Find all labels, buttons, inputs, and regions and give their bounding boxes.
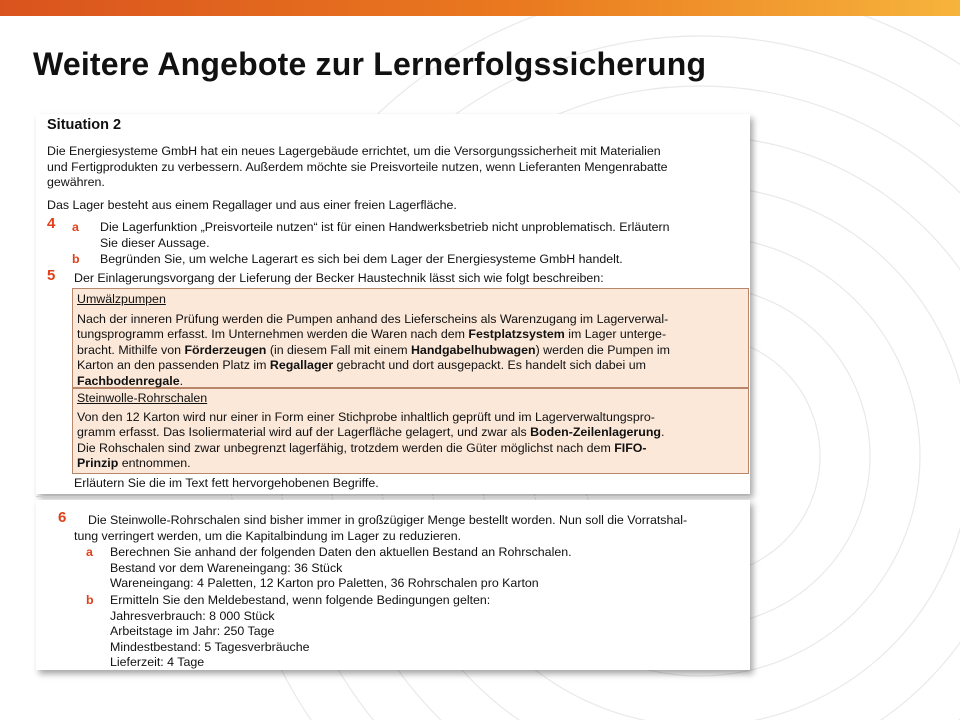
document-excerpt-situation-2 bbox=[36, 114, 750, 494]
task-6a-letter: a bbox=[86, 545, 93, 559]
bold-term: Boden-Zeilenlagerung bbox=[530, 425, 661, 439]
task-6-intro-cont: tung verringert werden, um die Kapitalbindung im Lager zu reduzieren. bbox=[74, 529, 462, 543]
task-line: Die Steinwolle-Rohrschalen sind bisher immer in großzügiger Menge bestellt worden. Nun soll die Vorratshal- bbox=[88, 513, 688, 527]
task-4-number: 4 bbox=[47, 215, 56, 232]
task-line: Berechnen Sie anhand der folgenden Daten den aktuellen Bestand an Rohrschalen. bbox=[110, 545, 572, 559]
bold-term: Regallager bbox=[269, 358, 334, 372]
task-line: Arbeitstage im Jahr: 250 Tage bbox=[110, 624, 275, 638]
bold-term: Förderzeugen bbox=[184, 342, 267, 357]
task-6b-letter: b bbox=[86, 593, 94, 607]
task-line: Die Lagerfunktion „Preisvorteile nutzen“ ist für einen Handwerksbetrieb nicht unproblematisch. Erläutern bbox=[100, 220, 670, 234]
box-line: Die Rohschalen sind zwar unbegrenzt lagerfähig, trotzdem werden die Güter möglichst nach dem FIFO- bbox=[77, 440, 647, 455]
intro-line: Die Energiesysteme GmbH hat ein neues Lagergebäude errichtet, um die Versorgungssicherheit mit Materialien bbox=[47, 144, 661, 158]
box-heading: Steinwolle-Rohrschalen bbox=[77, 391, 208, 405]
task-line: Mindestbestand: 5 Tagesverbräuche bbox=[110, 639, 310, 654]
task-6-number: 6 bbox=[58, 509, 67, 526]
task-6a-text bbox=[110, 545, 572, 592]
document-excerpt-task-6 bbox=[36, 500, 750, 670]
box-line: Prinzip entnommen. bbox=[77, 456, 191, 470]
task-4a-text bbox=[100, 220, 670, 251]
task-line: Sie dieser Aussage. bbox=[100, 235, 210, 250]
slide-title: Weitere Angebote zur Lernerfolgssicherung bbox=[33, 46, 707, 82]
task-5-outro: Erläutern Sie die im Text fett hervorgehobenen Begriffe. bbox=[74, 476, 379, 490]
box-line: Fachbodenregale. bbox=[77, 373, 184, 388]
separator-line bbox=[36, 496, 750, 497]
bold-term: Fachbodenregale bbox=[77, 373, 180, 388]
task-line: Lieferzeit: 4 Tage bbox=[110, 655, 205, 669]
bold-term: Prinzip bbox=[77, 456, 119, 470]
box-line: Karton an den passenden Platz im Regallager gebracht und dort ausgepackt. Es handelt sich dabei um bbox=[77, 358, 646, 372]
task-6b-text bbox=[110, 593, 490, 671]
box-line: gramm erfasst. Das Isoliermaterial wird auf der Lagerfläche gelagert, und zwar als Boden-Zeilenlagerung. bbox=[77, 425, 665, 439]
textbox-steinwolle-rohrschalen bbox=[72, 388, 749, 474]
box-line: bracht. Mithilfe von Förderzeugen (in diesem Fall mit einem Handgabelhubwagen) werden die Pumpen im bbox=[77, 342, 670, 357]
orange-header-bar bbox=[0, 0, 960, 16]
task-5-number: 5 bbox=[47, 267, 56, 284]
task-line: Jahresverbrauch: 8 000 Stück bbox=[110, 608, 275, 623]
task-line: Bestand vor dem Wareneingang: 36 Stück bbox=[110, 560, 343, 575]
textbox-umwaelzpumpen bbox=[72, 288, 749, 388]
bold-term: FIFO- bbox=[614, 440, 647, 455]
task-line: Wareneingang: 4 Paletten, 12 Karton pro Paletten, 36 Rohrschalen pro Karton bbox=[110, 576, 539, 590]
task-5-intro: Der Einlagerungsvorgang der Lieferung der Becker Haustechnik lässt sich wie folgt beschreiben: bbox=[74, 271, 604, 285]
situation-intro bbox=[47, 144, 668, 191]
box-line: Nach der inneren Prüfung werden die Pumpen anhand des Lieferscheins als Warenzugang im Lagerverwal- bbox=[77, 311, 669, 326]
box-heading: Umwälzpumpen bbox=[77, 292, 166, 306]
task-4a-letter: a bbox=[72, 220, 79, 234]
bold-term: Handgabelhubwagen bbox=[410, 342, 536, 357]
situation-heading: Situation 2 bbox=[47, 117, 122, 133]
task-6-intro bbox=[88, 513, 687, 529]
task-4b-letter: b bbox=[72, 252, 80, 266]
intro-line: und Fertigprodukten zu verbessern. Außerdem möchte sie Preisvorteile nutzen, wenn Lieferanten Mengenrabatte bbox=[47, 159, 668, 174]
box-line: tungsprogramm erfasst. Im Unternehmen werden die Waren nach dem Festplatzsystem im Lager unterge- bbox=[77, 327, 667, 341]
box-line: Von den 12 Karton wird nur einer in Form einer Stichprobe inhaltlich geprüft und im Lagerverwaltungspro- bbox=[77, 409, 655, 424]
task-line: Ermitteln Sie den Meldebestand, wenn folgende Bedingungen gelten: bbox=[110, 593, 491, 607]
storage-line: Das Lager besteht aus einem Regallager und aus einer freien Lagerfläche. bbox=[47, 198, 457, 212]
bold-term: Festplatzsystem bbox=[468, 327, 565, 341]
intro-line: gewähren. bbox=[47, 175, 105, 189]
task-4b-text: Begründen Sie, um welche Lagerart es sich bei dem Lager der Energiesysteme GmbH handelt. bbox=[100, 252, 623, 266]
